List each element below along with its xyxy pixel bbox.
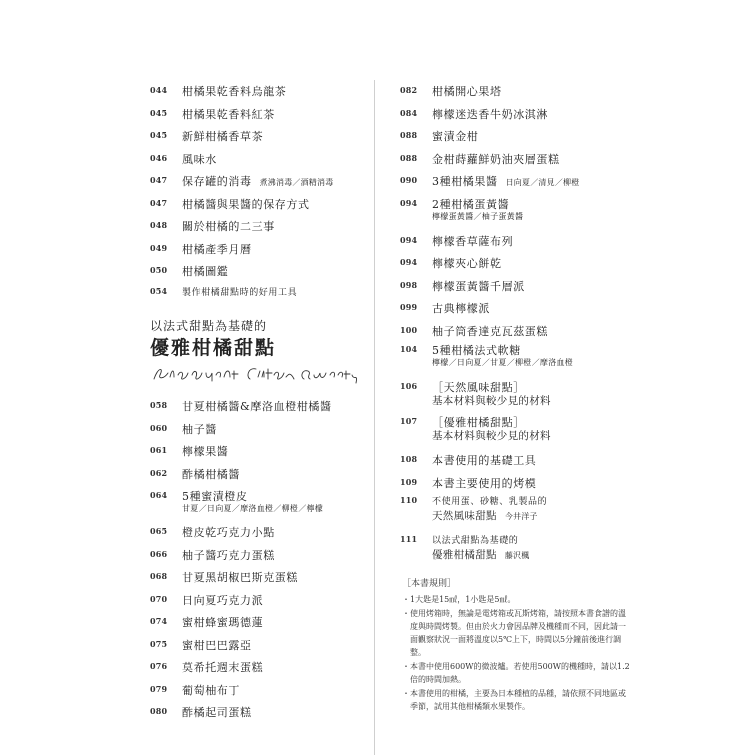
page-number: 058 [150, 400, 168, 410]
page-number: 080 [150, 706, 168, 716]
entry-title: 柚子醬巧克力蛋糕 [182, 549, 275, 562]
entry-subtitle: 日向夏／清見／柳橙 [505, 178, 580, 187]
page-number: 106 [400, 381, 418, 391]
entry-title: 不使用蛋、砂糖、乳製品的 [432, 497, 548, 507]
rule-item: ・本書中使用600W的微波爐。若使用500W的機種時，請以1.2倍的時間加熱。 [402, 662, 630, 684]
entry-title: 葡萄柚布丁 [182, 684, 240, 697]
book-rules [402, 578, 632, 714]
entry-second-line: 檸檬蛋黃醬／柚子蛋黃醬 [432, 212, 524, 221]
page-number: 107 [400, 416, 418, 426]
entry-title: 古典檸檬派 [432, 302, 490, 315]
page-number: 110 [400, 495, 418, 505]
page-number: 064 [150, 490, 168, 500]
entry-second-line: 優雅柑橘甜點 藤沢楓 [432, 549, 530, 561]
page-number: 094 [400, 257, 418, 267]
page-number: 061 [150, 445, 168, 455]
page-number: 065 [150, 526, 168, 536]
entry-title: 柑橘果乾香料烏龍茶 [182, 85, 287, 98]
page-number: 094 [400, 198, 418, 208]
entry-second-line: 天然風味甜點 今井洋子 [432, 510, 538, 522]
page-number: 070 [150, 594, 168, 604]
page-number: 045 [150, 130, 168, 140]
entry-title: 柑橘圖鑑 [182, 265, 229, 278]
entry-title: 本書主要使用的烤模 [432, 477, 537, 490]
entry-title: 關於柑橘的二三事 [182, 220, 275, 233]
page-number: 090 [400, 175, 418, 185]
entry-title: 柚子醬 [182, 423, 217, 436]
entry-title: 5種柑橘法式軟糖 [432, 344, 521, 357]
page-number: 108 [400, 454, 418, 464]
page-number: 062 [150, 468, 168, 478]
entry-title: 新鮮柑橘香草茶 [182, 130, 264, 143]
page-number: 076 [150, 661, 168, 671]
page-number: 049 [150, 243, 168, 253]
entry-title: 保存罐的消毒 煮沸消毒／酒精消毒 [182, 175, 334, 188]
entry-title: ［優雅柑橘甜點］ [432, 416, 525, 429]
entry-title: 莫希托週末蛋糕 [182, 661, 264, 674]
entry-title: 柚子筒香達克瓦茲蛋糕 [432, 325, 548, 338]
entry-title: 2種柑橘蛋黃醬 [432, 198, 510, 211]
entry-title: 甘夏柑橘醬&摩洛血橙柑橘醬 [182, 400, 332, 413]
entry-second-line: 基本材料與較少見的材料 [432, 430, 551, 442]
rule-item: ・使用烤箱時，無論是電烤箱或瓦斯烤箱，請按照本書食譜的溫度與時間烤製。但由於火力會因品牌及機種而不同，因此請一面觀察狀況一面將溫度以5℃上下，時間以5分鐘前後進行調整。 [402, 609, 626, 657]
entry-title: 檸檬香草薩布列 [432, 235, 514, 248]
page-number: 084 [400, 108, 418, 118]
page-number: 047 [150, 175, 168, 185]
section-title: 優雅柑橘甜點 [150, 337, 277, 359]
entry-title: 蜜漬金柑 [432, 130, 479, 143]
page-number: 047 [150, 198, 168, 208]
entry-author: 今井洋子 [504, 512, 538, 521]
page-number: 045 [150, 108, 168, 118]
entry-title: 檸檬夾心餅乾 [432, 257, 502, 270]
page-number: 075 [150, 639, 168, 649]
entry-title: 5種蜜漬橙皮 [182, 490, 248, 503]
page-number: 079 [150, 684, 168, 694]
entry-title: 檸檬迷迭香牛奶冰淇淋 [432, 108, 548, 121]
entry-title: 柑橘果乾香料紅茶 [182, 108, 275, 121]
rule-item: ・1大匙是15㎖，1小匙是5㎖。 [402, 595, 516, 604]
entry-second-line: 基本材料與較少見的材料 [432, 395, 551, 407]
entry-title: 柑橘產季月曆 [182, 243, 252, 256]
entry-title: 蜜柑蜂蜜瑪德蓮 [182, 616, 264, 629]
column-divider [374, 80, 375, 755]
entry-title: 甘夏黑胡椒巴斯克蛋糕 [182, 571, 298, 584]
entry-title: 柑橘醬與果醬的保存方式 [182, 198, 310, 211]
entry-second-line: 檸檬／日向夏／甘夏／柳橙／摩洛血橙 [432, 358, 574, 367]
section-subtitle: 以法式甜點為基礎的 [150, 319, 268, 333]
page-number: 074 [150, 616, 168, 626]
page-number: 100 [400, 325, 418, 335]
entry-title: 酢橘柑橘醬 [182, 468, 240, 481]
page-number: 088 [400, 130, 418, 140]
page-number: 099 [400, 302, 418, 312]
entry-title: 金柑蒔蘿鮮奶油夾層蛋糕 [432, 153, 560, 166]
entry-title: 檸檬果醬 [182, 445, 229, 458]
page-number: 046 [150, 153, 168, 163]
page-number: 050 [150, 265, 168, 275]
page-number: 044 [150, 85, 168, 95]
page-number: 054 [150, 286, 168, 296]
page-number: 082 [400, 85, 418, 95]
page-number: 109 [400, 477, 418, 487]
entry-title: 3種柑橘果醬 日向夏／清見／柳橙 [432, 175, 580, 188]
page-number: 066 [150, 549, 168, 559]
entry-second-line: 甘夏／日向夏／摩洛血橙／柳橙／檸檬 [182, 504, 324, 513]
entry-title: 以法式甜點為基礎的 [432, 536, 519, 546]
page-number: 068 [150, 571, 168, 581]
entry-title: 風味水 [182, 153, 217, 166]
entry-title: 檸檬蛋黃醬千層派 [432, 280, 525, 293]
page-number: 060 [150, 423, 168, 433]
page-number: 088 [400, 153, 418, 163]
entry-title: ［天然風味甜點］ [432, 381, 525, 394]
page-number: 048 [150, 220, 168, 230]
entry-subtitle: 煮沸消毒／酒精消毒 [259, 178, 334, 187]
rules-heading: ［本書規則］ [402, 579, 457, 589]
entry-title: 蜜柑巴巴露亞 [182, 639, 252, 652]
entry-title: 製作柑橘甜點時的好用工具 [182, 288, 298, 298]
page-number: 111 [400, 534, 418, 544]
rule-item: ・本書使用的柑橘，主要為日本種植的品種，請依照不同地區或季節，試用其他柑橘類水果製作。 [402, 689, 626, 711]
entry-title: 柑橘開心果塔 [432, 85, 502, 98]
entry-title: 本書使用的基礎工具 [432, 454, 537, 467]
page-number: 094 [400, 235, 418, 245]
section-script-logo [150, 363, 360, 389]
entry-title: 橙皮乾巧克力小點 [182, 526, 275, 539]
entry-title: 酢橘起司蛋糕 [182, 706, 252, 719]
page-number: 098 [400, 280, 418, 290]
entry-author: 藤沢楓 [504, 551, 530, 560]
page-number: 104 [400, 344, 418, 354]
entry-title: 日向夏巧克力派 [182, 594, 264, 607]
